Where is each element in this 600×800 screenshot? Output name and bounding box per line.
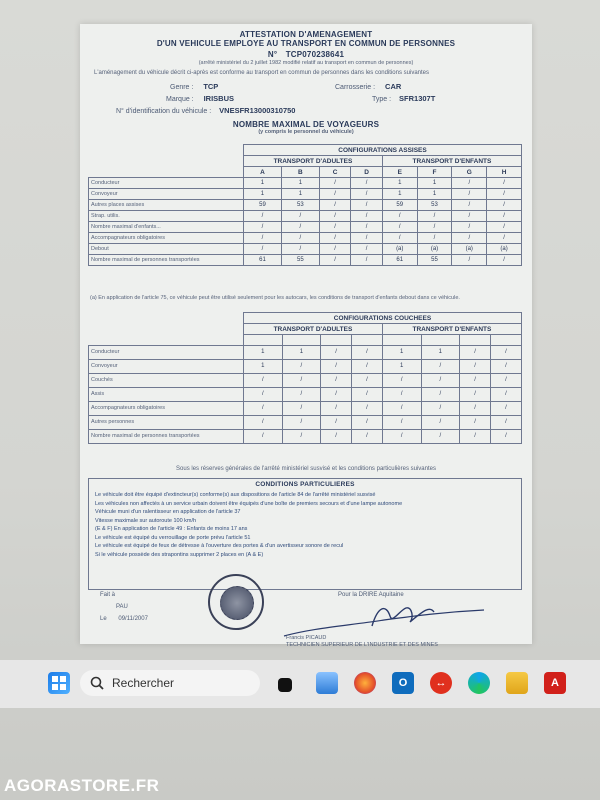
taskbar xyxy=(0,660,600,708)
intro-text: L'aménagement du véhicule décrit ci-après est conforme au transport en commun de personnes dans les conditions suivantes xyxy=(94,70,429,76)
nombre-max-title: NOMBRE MAXIMAL DE VOYAGEURS xyxy=(232,120,380,129)
le-label: Le xyxy=(100,616,107,622)
middle-note: (a) En application de l'article 75, ce véhicule peut être utilisé seulement pour les autocars, les conditions de transport d'enfants debout dans ce véhicule. xyxy=(90,295,460,301)
table-cell: / xyxy=(321,359,352,373)
couchee-adults-header: TRANSPORT D'ADULTES xyxy=(244,324,383,335)
table-cell: / xyxy=(319,211,351,222)
table-cell: / xyxy=(417,222,452,233)
table-cell: / xyxy=(244,387,283,401)
seated-config-table xyxy=(88,144,522,266)
table-cell: 1 xyxy=(421,345,460,359)
table-cell: / xyxy=(382,401,421,415)
table-row xyxy=(89,401,522,415)
table-cell: / xyxy=(352,387,383,401)
table-cell: / xyxy=(491,429,522,443)
row-label: Nombre maximal d'enfants... xyxy=(89,222,244,233)
table-cell: / xyxy=(421,373,460,387)
table-cell: / xyxy=(452,200,487,211)
table-cell: / xyxy=(281,233,319,244)
table-cell: / xyxy=(382,415,421,429)
table-cell: / xyxy=(460,373,491,387)
table-cell: / xyxy=(491,359,522,373)
table-cell: / xyxy=(491,345,522,359)
seated-column-header: H xyxy=(487,167,522,178)
table-cell: / xyxy=(421,387,460,401)
table-cell: / xyxy=(460,429,491,443)
table-cell: / xyxy=(452,233,487,244)
seated-column-header: A xyxy=(244,167,282,178)
condition-line: Véhicule muni d'un ralentisseur en application de l'article 37 xyxy=(95,509,241,515)
table-cell: / xyxy=(452,178,487,189)
table-cell: / xyxy=(487,222,522,233)
task-view-icon[interactable] xyxy=(278,678,292,692)
genre-value: TCP xyxy=(203,82,219,91)
row-label: Nombre maximal de personnes transportées xyxy=(89,429,244,443)
table-cell: / xyxy=(352,415,383,429)
document-page xyxy=(80,24,532,648)
row-label: Debout xyxy=(89,244,244,255)
table-cell: 1 xyxy=(244,345,283,359)
table-cell: / xyxy=(487,255,522,266)
table-cell: / xyxy=(421,429,460,443)
condition-line: Si le véhicule possède des strapontins supprimer 2 places en (A & E) xyxy=(95,551,264,558)
table-cell: / xyxy=(417,211,452,222)
table-cell: / xyxy=(244,233,282,244)
row-label: Convoyeur xyxy=(89,359,244,373)
table-cell: / xyxy=(460,345,491,359)
condition-line: Le véhicule est équipé de feux de détresse à l'ouverture des portes & d'un avertisseur sonore de recul xyxy=(95,543,344,549)
table-cell: 53 xyxy=(417,200,452,211)
table-cell: 53 xyxy=(281,200,319,211)
table-row xyxy=(89,200,522,211)
table-cell: / xyxy=(282,373,321,387)
seated-adults-header: TRANSPORT D'ADULTES xyxy=(244,156,383,167)
table-cell: 1 xyxy=(382,178,417,189)
seated-children-header: TRANSPORT D'ENFANTS xyxy=(382,156,521,167)
table-cell: / xyxy=(244,211,282,222)
table-cell: / xyxy=(382,233,417,244)
outlook-icon[interactable]: O xyxy=(392,672,414,694)
table-cell: 1 xyxy=(382,359,421,373)
row-label: Convoyeur xyxy=(89,189,244,200)
couchee-children-header: TRANSPORT D'ENFANTS xyxy=(382,324,521,335)
number-label: N° xyxy=(267,50,278,59)
table-row xyxy=(89,255,522,266)
table-cell: / xyxy=(352,345,383,359)
type-label: Type : xyxy=(372,96,392,103)
genre-label: Genre : xyxy=(170,84,194,91)
table-cell: / xyxy=(321,429,352,443)
nombre-max-subtitle: (y compris le personnel du véhicule) xyxy=(258,129,354,135)
table-cell: 1 xyxy=(417,189,452,200)
search-input[interactable] xyxy=(80,670,260,696)
windows-icon[interactable] xyxy=(48,672,70,694)
table-cell: / xyxy=(382,387,421,401)
seated-column-header: E xyxy=(382,167,417,178)
marque-label: Marque : xyxy=(166,96,194,103)
table-cell: / xyxy=(319,244,351,255)
carrosserie-label: Carrosserie : xyxy=(335,84,376,91)
table-cell: / xyxy=(352,359,383,373)
table-cell: 1 xyxy=(382,345,421,359)
table-row xyxy=(89,211,522,222)
condition-line: Le véhicule est équipé du verrouillage de porte prévu l'article 51 xyxy=(95,534,251,541)
file-explorer-icon[interactable] xyxy=(316,672,338,694)
table-row xyxy=(89,387,522,401)
table-cell: / xyxy=(491,387,522,401)
edge-icon[interactable] xyxy=(468,672,490,694)
table-cell: / xyxy=(421,401,460,415)
table-row xyxy=(89,415,522,429)
table-row xyxy=(89,429,522,443)
table-cell: / xyxy=(382,222,417,233)
table-cell: (a) xyxy=(382,244,417,255)
table-cell: / xyxy=(244,429,283,443)
table-cell: / xyxy=(321,387,352,401)
table-cell: / xyxy=(281,222,319,233)
conditions-title: CONDITIONS PARTICULIERES xyxy=(255,481,355,488)
row-label: Couchés xyxy=(89,373,244,387)
fait-value: PAU xyxy=(116,604,128,610)
number-value: TCP070238641 xyxy=(285,50,345,59)
table-cell: 1 xyxy=(282,345,321,359)
table-cell: / xyxy=(452,189,487,200)
table-cell: / xyxy=(491,401,522,415)
table-cell: / xyxy=(460,387,491,401)
reserve-note: Sous les réserves générales de l'arrêté ministériel susvisé et les conditions particulières suivantes xyxy=(176,466,436,472)
table-cell: 55 xyxy=(417,255,452,266)
watermark: AGORASTORE.FR xyxy=(4,776,160,795)
seated-column-header: C xyxy=(319,167,351,178)
seated-column-header: B xyxy=(281,167,319,178)
row-label: Strap. utilis. xyxy=(89,211,244,222)
folder-icon[interactable] xyxy=(506,672,528,694)
table-cell: / xyxy=(351,211,383,222)
official-stamp xyxy=(208,574,264,630)
table-cell: / xyxy=(281,211,319,222)
table-cell: / xyxy=(351,189,383,200)
table-cell: / xyxy=(491,373,522,387)
table-cell: / xyxy=(319,233,351,244)
marque-value: IRISBUS xyxy=(203,94,234,103)
row-label: Autres places assises xyxy=(89,200,244,211)
seated-column-header: F xyxy=(417,167,452,178)
table-cell: / xyxy=(244,222,282,233)
table-cell: (a) xyxy=(452,244,487,255)
table-cell: 59 xyxy=(244,200,282,211)
table-cell: 1 xyxy=(281,189,319,200)
table-cell: 1 xyxy=(244,189,282,200)
table-cell: / xyxy=(321,345,352,359)
table-row xyxy=(89,373,522,387)
table-cell: / xyxy=(319,200,351,211)
condition-line: Vitesse maximale sur autoroute 100 km/h xyxy=(95,517,197,524)
table-cell: / xyxy=(487,233,522,244)
le-value: 09/11/2007 xyxy=(118,616,148,622)
table-cell: / xyxy=(244,244,282,255)
search-placeholder: Rechercher xyxy=(112,676,175,690)
table-cell: 1 xyxy=(417,178,452,189)
table-cell: / xyxy=(487,200,522,211)
table-cell: / xyxy=(321,373,352,387)
table-cell: / xyxy=(452,222,487,233)
table-cell: (a) xyxy=(417,244,452,255)
carrosserie-value: CAR xyxy=(385,82,402,91)
condition-line: Le véhicule doit être équipé d'extincteur(s) conforme(s) aux dispositions de l'article 84 de l'arrêté ministériel susvisé xyxy=(95,492,376,498)
table-cell: / xyxy=(382,211,417,222)
table-cell: 61 xyxy=(244,255,282,266)
table-cell: / xyxy=(319,255,351,266)
firefox-icon[interactable] xyxy=(354,672,376,694)
table-cell: / xyxy=(351,178,383,189)
signer-name: Francis PICAUD xyxy=(286,635,327,641)
table-cell: / xyxy=(352,429,383,443)
seated-column-header: G xyxy=(452,167,487,178)
table-row xyxy=(89,222,522,233)
table-cell: / xyxy=(351,255,383,266)
couchee-config-table xyxy=(88,312,522,444)
table-row xyxy=(89,189,522,200)
table-row xyxy=(89,233,522,244)
table-cell: (a) xyxy=(487,244,522,255)
table-cell: / xyxy=(421,415,460,429)
table-cell: / xyxy=(282,359,321,373)
table-cell: / xyxy=(319,222,351,233)
table-cell: / xyxy=(382,373,421,387)
table-cell: 59 xyxy=(382,200,417,211)
table-cell: / xyxy=(382,429,421,443)
table-cell: / xyxy=(282,429,321,443)
signer-title: TECHNICIEN SUPERIEUR DE L'INDUSTRIE ET DES MINES xyxy=(286,642,438,648)
ident-label: N° d'identification du véhicule : xyxy=(116,108,212,115)
title-line2: D'UN VEHICULE EMPLOYE AU TRANSPORT EN COMMUN DE PERSONNES xyxy=(156,39,456,48)
conditions-box xyxy=(88,478,522,590)
dri-label: Pour la DRIRE Aquitaine xyxy=(338,592,404,598)
table-cell: 1 xyxy=(244,359,283,373)
table-cell: / xyxy=(417,233,452,244)
row-label: Accompagnateurs obligatoires xyxy=(89,401,244,415)
document-header xyxy=(80,30,532,76)
table-cell: / xyxy=(282,415,321,429)
table-cell: / xyxy=(460,359,491,373)
table-cell: / xyxy=(421,359,460,373)
table-cell: / xyxy=(351,200,383,211)
table-cell: / xyxy=(487,211,522,222)
table-cell: 55 xyxy=(281,255,319,266)
table-cell: 1 xyxy=(382,189,417,200)
remote-desktop-icon[interactable]: ↔ xyxy=(430,672,452,694)
table-cell: / xyxy=(319,178,351,189)
type-value: SFR1307T xyxy=(399,94,436,103)
table-cell: / xyxy=(352,373,383,387)
table-cell: / xyxy=(352,401,383,415)
search-icon xyxy=(90,676,104,690)
couchee-title: CONFIGURATIONS COUCHEES xyxy=(244,313,522,324)
title-line1: ATTESTATION D'AMENAGEMENT xyxy=(239,30,373,39)
table-row xyxy=(89,244,522,255)
condition-line: (E & F) En application de l'article 49 : Enfants de moins 17 ans xyxy=(95,526,248,532)
condition-line: Les véhicules non affectés à un service urbain doivent être équipés d'une boîte de premiers secours et d'une lampe autonome xyxy=(95,500,403,507)
table-cell: 1 xyxy=(281,178,319,189)
table-cell: / xyxy=(351,244,383,255)
table-cell: / xyxy=(452,255,487,266)
table-row xyxy=(89,345,522,359)
table-cell: / xyxy=(282,401,321,415)
table-cell: / xyxy=(460,415,491,429)
row-label: Autres personnes xyxy=(89,415,244,429)
table-cell: / xyxy=(487,189,522,200)
acrobat-icon[interactable]: A xyxy=(544,672,566,694)
fait-label: Fait à xyxy=(100,592,116,598)
table-cell: / xyxy=(281,244,319,255)
table-cell: / xyxy=(319,189,351,200)
table-cell: 61 xyxy=(382,255,417,266)
row-label: Assis xyxy=(89,387,244,401)
table-cell: / xyxy=(351,233,383,244)
table-row xyxy=(89,178,522,189)
subtitle: (arrêté ministériel du 2 juillet 1982 modifié relatif au transport en commun de personnes) xyxy=(198,60,414,66)
table-cell: / xyxy=(460,401,491,415)
table-row xyxy=(89,359,522,373)
table-cell: / xyxy=(282,387,321,401)
seated-column-header: D xyxy=(351,167,383,178)
table-cell: / xyxy=(452,211,487,222)
table-cell: / xyxy=(321,415,352,429)
table-cell: / xyxy=(351,222,383,233)
table-cell: / xyxy=(491,415,522,429)
row-label: Accompagnateurs obligatoires xyxy=(89,233,244,244)
table-cell: / xyxy=(487,178,522,189)
seated-title: CONFIGURATIONS ASSISES xyxy=(244,145,522,156)
row-label: Conducteur xyxy=(89,178,244,189)
row-label: Nombre maximal de personnes transportées xyxy=(89,255,244,266)
table-cell: / xyxy=(244,373,283,387)
table-cell: 1 xyxy=(244,178,282,189)
ident-value: VNESFR13000310750 xyxy=(219,106,296,115)
table-cell: / xyxy=(321,401,352,415)
row-label: Conducteur xyxy=(89,345,244,359)
table-cell: / xyxy=(244,415,283,429)
table-cell: / xyxy=(244,401,283,415)
